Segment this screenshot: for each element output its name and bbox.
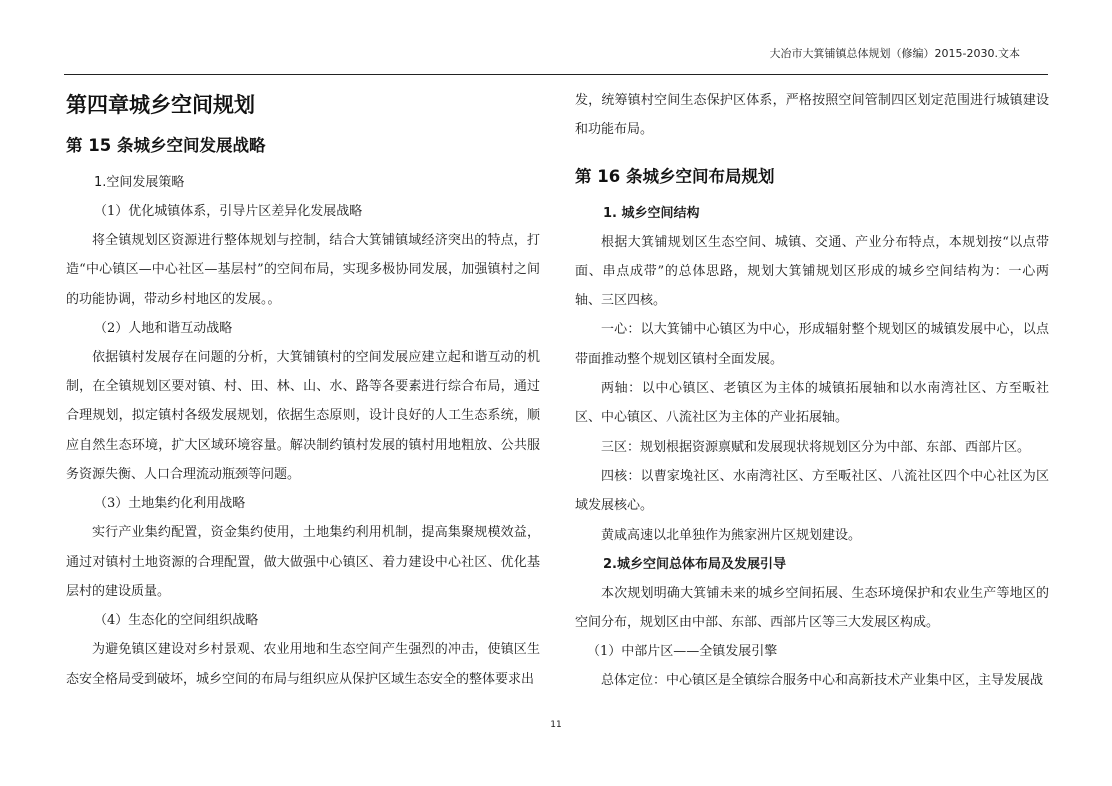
paragraph-ecology: 为避免镇区建设对乡村景观、农业用地和生态空间产生强烈的冲击，使镇区生态安全格局受到破坏，城乡空间的布局与组织应从保护区域生态安全的整体要求出 [66,642,540,687]
paragraph-town-system: 将全镇规划区资源进行整体规划与控制，结合大箕铺镇域经济突出的特点，打造“中心镇区—中心社区—基层村”的空间布局，实现多极协同发展，加强镇村之间的功能协调，带动乡村地区的发展。。 [66,233,540,307]
paragraph-land-use: 实行产业集约配置，资金集约使用，土地集约利用机制，提高集聚规模效益，通过对镇村土地资源的合理配置，做大做强中心镇区、着力建设中心社区、优化基层村的建设质量。 [66,525,540,599]
document-header-title: 大冶市大箕铺镇总体规划（修编）2015-2030.文本 [769,47,1020,60]
subsection-title-4: （4）生态化的空间组织战略 [94,613,259,629]
section-title-layout: 2.城乡空间总体布局及发展引导 [603,556,786,572]
paragraph-one-center: 一心：以大箕铺中心镇区为中心，形成辐射整个规划区的城镇发展中心，以点带面推动整个规划区镇村全面发展。 [575,322,1049,367]
paragraph-four-cores: 四核：以曹家堍社区、水南湾社区、方至畈社区、八流社区四个中心社区为区域发展核心。 [575,468,1049,514]
page-number: 11 [550,720,562,730]
subsection-title-2: （2）人地和谐互动战略 [94,320,233,336]
header-divider [64,74,1048,75]
paragraph-huangxian: 黄咸高速以北单独作为熊家洲片区规划建设。 [601,527,862,543]
article-16-title: 第 16 条城乡空间布局规划 [575,166,775,186]
subsection-title-central: （1）中部片区——全镇发展引擎 [587,644,778,660]
paragraph-layout: 本次规划明确大箕铺未来的城乡空间拓展、生态环境保护和农业生产等地区的空间分布，规划区由中部、东部、西部片区等三大发展区构成。 [575,585,1049,631]
subsection-title-3: （3）土地集约化利用战略 [94,496,246,512]
section-title-space-strategy: 1.空间发展策略 [94,175,185,190]
right-column [575,86,1049,696]
paragraph-central: 总体定位：中心镇区是全镇综合服务中心和高新技术产业集中区，主导发展战 [601,673,1044,689]
article-15-title: 第 15 条城乡空间发展战略 [66,136,266,155]
subsection-title-1: （1）优化城镇体系，引导片区差异化发展战略 [94,204,363,219]
paragraph-structure: 根据大箕铺规划区生态空间、城镇、交通、产业分布特点，本规划按“以点带面、串点成带”的总体思路，规划大箕铺规划区形成的城乡空间结构为：一心两轴、三区四核。 [575,234,1049,309]
section-title-structure: 1. 城乡空间结构 [603,205,700,221]
paragraph-two-axes: 两轴：以中心镇区、老镇区为主体的城镇拓展轴和以水南湾社区、方至畈社区、中心镇区、八流社区为主体的产业拓展轴。 [575,381,1049,426]
chapter-title: 第四章城乡空间规划 [66,93,255,117]
paragraph-three-zones: 三区：规划根据资源禀赋和发展现状将规划区分为中部、东部、西部片区。 [601,439,1031,455]
left-column [66,86,540,694]
paragraph-continued: 发，统筹镇村空间生态保护区体系，严格按照空间管制四区划定范围进行城镇建设和功能布局。 [575,93,1049,138]
paragraph-harmony: 依据镇村发展存在问题的分析，大箕铺镇村的空间发展应建立起和谐互动的机制，在全镇规划区要对镇、村、田、林、山、水、路等各要素进行综合布局，通过合理规划，拟定镇村各级发展规划，依据生态原则，设计良好的人工生态系统，顺应自然生态环境，扩大区域环境容量。解决制约镇村发展的镇村用地粗放、公共服务资源失衡、人口合理流动瓶颈等问题。 [66,349,540,483]
